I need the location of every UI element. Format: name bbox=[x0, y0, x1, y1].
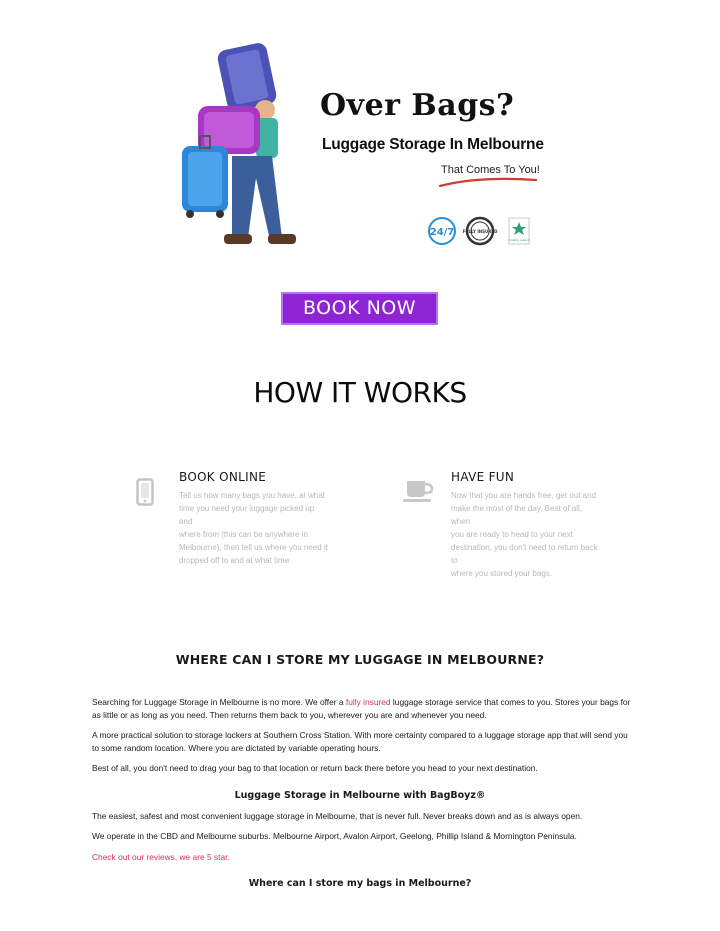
fully-insured-link[interactable]: fully insured bbox=[345, 697, 391, 707]
book-now-button[interactable]: BOOK NOW bbox=[281, 292, 438, 325]
lockers-paragraph: A more practical solution to storage lockers at Southern Cross Station. With more certainty compared to a luggage storage app that will send you to some random location. Where you are dictated by variable operating hours. bbox=[92, 730, 628, 753]
best-of-all-paragraph: Best of all, you don't need to drag your bag to that location or return back there before you head to your next destination. bbox=[92, 763, 538, 773]
person-carrying-luggage-illustration bbox=[170, 38, 320, 283]
svg-text:24/7: 24/7 bbox=[429, 227, 455, 238]
step-book-online-heading: BOOK ONLINE bbox=[179, 470, 267, 484]
24-7-badge-icon bbox=[429, 218, 455, 244]
step-have-fun-text: Now that you are hands free, get out and make the most of the day. Best of all, when you are ready to head to your next destination, you don't need to return back to where you stored your bags. bbox=[451, 491, 598, 578]
bagboyz-subtitle: Luggage Storage in Melbourne with BagBoyz® bbox=[234, 790, 486, 801]
svg-text:Quality Award: Quality Award bbox=[508, 238, 530, 242]
trust-badges bbox=[425, 214, 535, 248]
svg-text:FULLY INSURED: FULLY INSURED bbox=[462, 229, 498, 234]
how-it-works-title: HOW IT WORKS bbox=[253, 376, 467, 409]
operating-areas-paragraph: We operate in the CBD and Melbourne suburbs. Melbourne Airport, Avalon Airport, Geelong, Phillip Island & Mornington Peninsula. bbox=[92, 831, 577, 841]
step-book-online-text: Tell us how many bags you have, at what time you need your luggage picked up and where from (this can be anywhere in Melbourne), then tell us where you need it dropped off to and at what time bbox=[179, 491, 328, 565]
hero-subtitle: Luggage Storage In Melbourne bbox=[322, 136, 544, 153]
hero-title: Over Bags? bbox=[320, 88, 515, 123]
reviews-link[interactable]: Check out our reviews, we are 5 star. bbox=[92, 852, 230, 862]
quality-award-badge-icon bbox=[509, 218, 530, 244]
intro-paragraph: Searching for Luggage Storage in Melbourne is no more. We offer a fully insured luggage storage service that comes to you. Stores your bags for as little or as long as you need. Then returns them back to you, wherever you are and whenever you need. bbox=[92, 697, 631, 720]
mobile-phone-icon bbox=[136, 478, 154, 506]
red-swoosh-underline bbox=[438, 176, 538, 190]
coffee-cup-icon bbox=[402, 479, 434, 503]
where-store-bags-subtitle: Where can I store my bags in Melbourne? bbox=[248, 878, 472, 889]
hero-tagline: That Comes To You! bbox=[441, 164, 540, 176]
easiest-safest-paragraph: The easiest, safest and most convenient luggage storage in Melbourne, that is never full. Never breaks down and as is always open. bbox=[92, 811, 583, 821]
where-store-luggage-title: WHERE CAN I STORE MY LUGGAGE IN MELBOURNE? bbox=[175, 652, 545, 667]
fully-insured-badge-icon bbox=[463, 218, 499, 244]
hero-banner bbox=[170, 38, 545, 283]
step-have-fun-heading: HAVE FUN bbox=[451, 470, 515, 484]
